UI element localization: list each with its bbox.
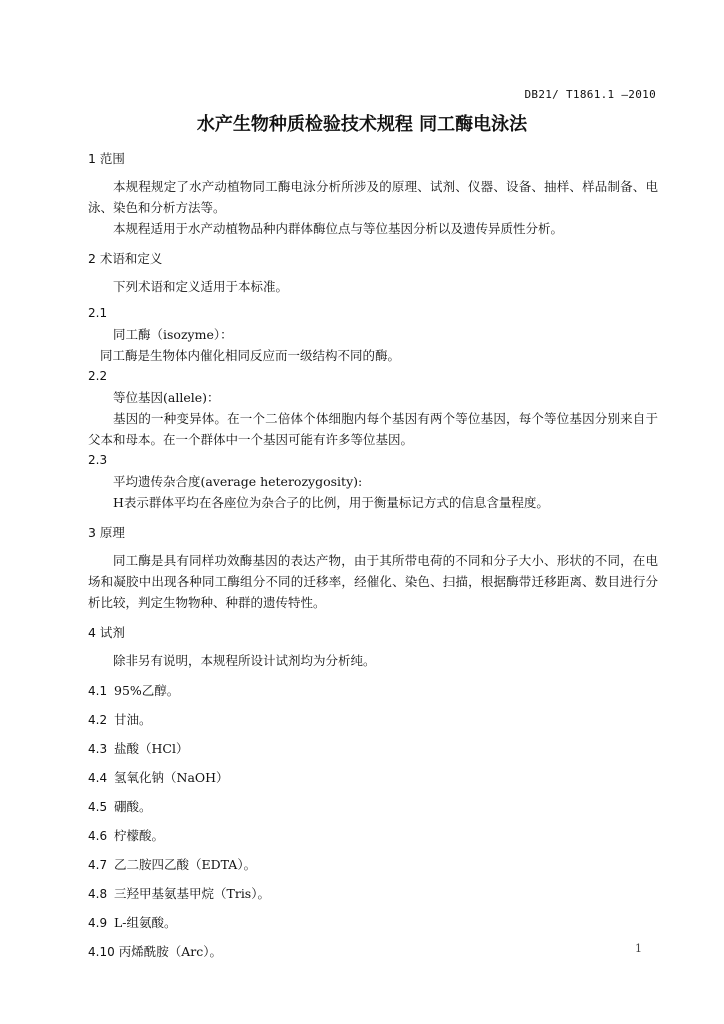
reagent-item — [88, 912, 658, 933]
document-body — [88, 148, 658, 970]
term-number-2-1: 2.1 — [88, 306, 108, 320]
reagent-item — [88, 796, 658, 817]
standard-code: DB21/ T1861.1 —2010 — [524, 88, 656, 101]
reagent-item — [88, 738, 658, 759]
principle-paragraph: 同工酶是具有同样功效酶基因的表达产物，由于其所带电荷的不同和分子大小、形状的不同，在电场和凝胶中出现各种同工酶组分不同的迁移率，经催化、染色、扫描，根据酶带迁移距离、数目进行分析比较，判定生物物种、种群的遗传特性。 — [88, 553, 658, 610]
term-allele-definition: 基因的一种变异体。在一个二倍体个体细胞内每个基因有两个等位基因，每个等位基因分别来自于父本和母本。在一个群体中一个基因可能有许多等位基因。 — [88, 411, 658, 447]
reagent-number: 4.9 — [88, 916, 108, 930]
reagent-number: 4.10 — [88, 945, 115, 959]
reagent-text: 95%乙醇。 — [114, 683, 180, 698]
reagent-text: 甘油。 — [114, 712, 152, 727]
reagent-text: 氢氧化钠（NaOH） — [114, 770, 229, 785]
document-title: 水产生物种质检验技术规程 同工酶电泳法 — [196, 114, 528, 135]
reagent-number: 4.3 — [88, 742, 108, 756]
term-average-heterozygosity: 平均遗传杂合度(average heterozygosity): — [113, 474, 363, 489]
reagent-number: 4.5 — [88, 800, 108, 814]
term-isozyme-definition: 同工酶是生物体内催化相同反应而一级结构不同的酶。 — [100, 348, 401, 363]
reagent-text: 盐酸（HCl） — [114, 741, 189, 756]
section-heading-reagents: 4 试剂 — [88, 625, 125, 640]
page-number: 1 — [635, 942, 642, 955]
reagent-text: 丙烯酰胺（Arc）。 — [118, 944, 222, 959]
reagent-item — [88, 767, 658, 788]
terms-intro: 下列术语和定义适用于本标准。 — [113, 279, 289, 294]
reagents-intro: 除非另有说明，本规程所设计试剂均为分析纯。 — [113, 653, 376, 668]
reagent-text: 柠檬酸。 — [114, 828, 165, 843]
term-allele: 等位基因(allele)： — [113, 390, 220, 405]
reagent-number: 4.7 — [88, 858, 108, 872]
reagent-item — [88, 883, 658, 904]
term-average-heterozygosity-definition: H表示群体平均在各座位为杂合子的比例，用于衡量标记方式的信息含量程度。 — [113, 495, 549, 510]
reagent-number: 4.6 — [88, 829, 108, 843]
reagent-item — [88, 680, 658, 701]
reagent-text: 乙二胺四乙酸（EDTA）。 — [114, 857, 257, 872]
section-heading-terms: 2 术语和定义 — [88, 251, 163, 266]
reagent-item — [88, 825, 658, 846]
reagent-item — [88, 854, 658, 875]
section-heading-principle: 3 原理 — [88, 525, 125, 540]
reagent-number: 4.2 — [88, 713, 108, 727]
reagent-text: L-组氨酸。 — [114, 915, 177, 930]
term-number-2-2: 2.2 — [88, 369, 108, 383]
reagent-number: 4.1 — [88, 684, 108, 698]
reagent-item — [88, 941, 658, 962]
reagent-text: 硼酸。 — [114, 799, 152, 814]
term-isozyme: 同工酶（isozyme）： — [113, 327, 233, 342]
reagent-number: 4.4 — [88, 771, 108, 785]
scope-paragraph-2: 本规程适用于水产动植物品种内群体酶位点与等位基因分析以及遗传异质性分析。 — [113, 221, 564, 236]
term-number-2-3: 2.3 — [88, 453, 108, 467]
reagent-number: 4.8 — [88, 887, 108, 901]
reagent-text: 三羟甲基氨基甲烷（Tris）。 — [114, 886, 270, 901]
section-heading-scope: 1 范围 — [88, 151, 125, 166]
scope-paragraph-1: 本规程规定了水产动植物同工酶电泳分析所涉及的原理、试剂、仪器、设备、抽样、样品制备、电泳、染色和分析方法等。 — [88, 179, 658, 215]
reagent-item — [88, 709, 658, 730]
